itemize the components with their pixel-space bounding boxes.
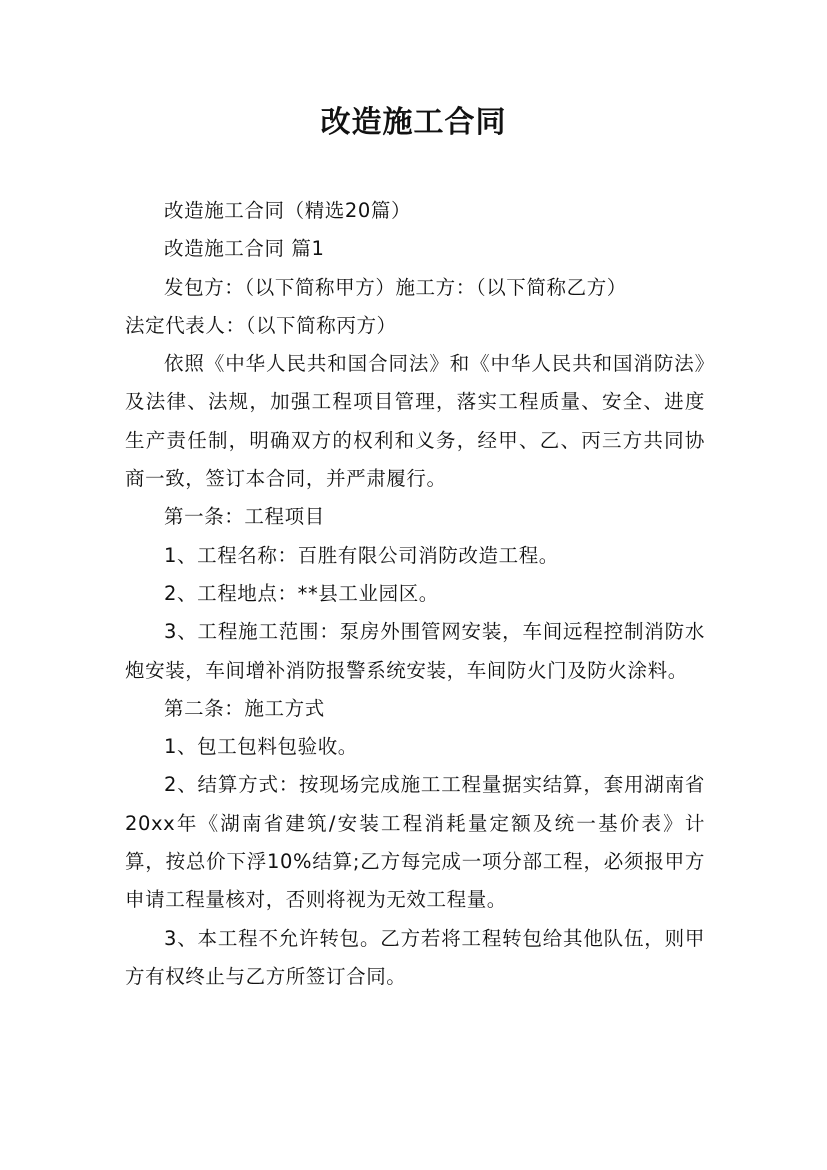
paragraph-article-2-heading: 第二条：施工方式: [164, 696, 325, 720]
paragraph-parties: 发包方：（以下简称甲方）施工方：（以下简称乙方）: [164, 275, 627, 299]
document-body: [125, 192, 705, 996]
paragraph-no-subcontracting: 3、本工程不允许转包。乙方若将工程转包给其他队伍，则甲方有权终止与乙方所签订合同。: [125, 926, 705, 988]
document-title: 改造施工合同: [320, 105, 507, 140]
paragraph-project-location: 2、工程地点：**县工业园区。: [164, 581, 439, 605]
paragraph-contract-method: 1、包工包料包验收。: [164, 735, 358, 759]
paragraph-article-1-heading: 第一条：工程项目: [164, 505, 325, 529]
paragraph-section-heading: 改造施工合同 篇1: [164, 237, 325, 261]
paragraph-preamble: 依照《中华人民共和国合同法》和《中华人民共和国消防法》及法律、法规，加强工程项目管理，落实工程质量、安全、进度生产责任制，明确双方的权利和义务，经甲、乙、丙三方共同协商一致，签订本合同，并严肃履行。: [125, 352, 705, 491]
paragraph-legal-representative: 法定代表人：（以下简称丙方）: [125, 313, 397, 337]
paragraph-project-name: 1、工程名称：百胜有限公司消防改造工程。: [164, 543, 559, 567]
paragraph-settlement-method: 2、结算方式：按现场完成施工工程量据实结算，套用湖南省20xx年《湖南省建筑/安装工程消耗量定额及统一基价表》计算，按总价下浮10%结算;乙方每完成一项分部工程，必须报甲方申请工程量核对，否则将视为无效工程量。: [125, 773, 705, 912]
paragraph-subtitle: 改造施工合同（精选20篇）: [164, 199, 412, 222]
paragraph-project-scope: 3、工程施工范围：泵房外围管网安装，车间远程控制消防水炮安装，车间增补消防报警系统安装，车间防火门及防火涂料。: [125, 620, 705, 682]
